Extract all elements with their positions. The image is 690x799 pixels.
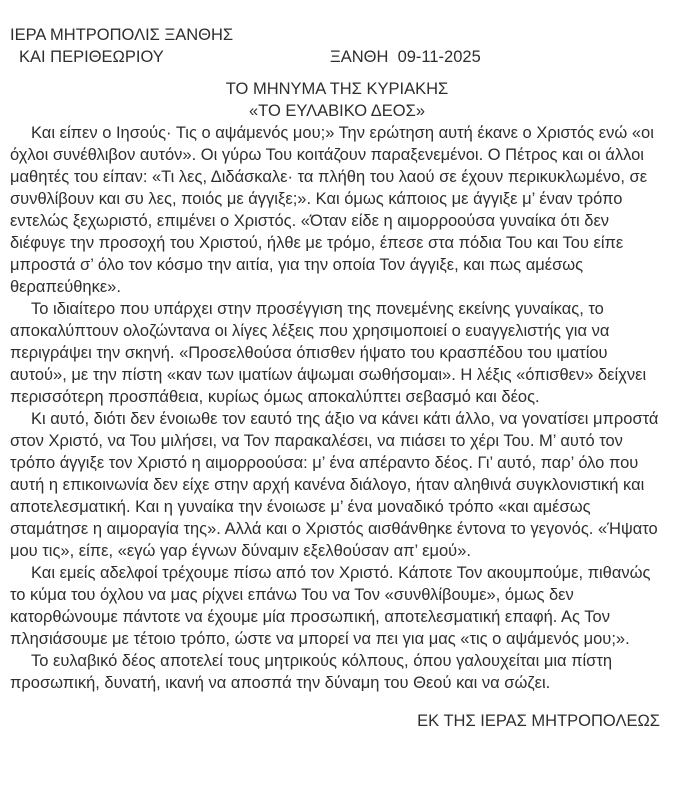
organization-name-line2: ΚΑΙ ΠΕΡΙΘΕΩΡΙΟΥ — [19, 48, 164, 66]
letterhead-row2 — [10, 46, 664, 68]
place-and-date: ΞΑΝΘΗ 09-11-2025 — [330, 48, 481, 66]
document-title: ΤΟ ΜΗΝΥΜΑ ΤΗΣ ΚΥΡΙΑΚΗΣ — [225, 80, 449, 98]
body-paragraph-3: Κι αυτό, διότι δεν ένοιωθε τον εαυτό της άξιο να κάνει κάτι άλλο, να γονατίσει μπροστά στον Χριστό, να Του μιλήσει, να Τον παρακαλέσει, να πιάσει το χέρι Του. Μ’ αυτό τον τρόπο άγγιξε τον Χριστό η αιμορροούσα: μ’ ένα απέραντο δέος. Γι’ αυτό, παρ’ όλο που αυτή η επικοινωνία δεν είχε στην αρχή κανένα διάλογο, ήταν αληθινά συγκλονιστική και αποτελεσματική. Και η γυναίκα την ένοιωσε μ’ ένα μοναδικό τρόπο «και αμέσως σταμάτησε η αιμοραγία της». Αλλά και ο Χριστός αισθάνθηκε έντονα το γεγονός. «Ήψατο μου τις», είπε, «εγώ γαρ έγνων δύναμιν εξελθούσαν απ’ εμού». — [10, 410, 659, 560]
body-paragraph-1: Και είπεν ο Ιησούς· Τις ο αψάμενός μου;» Την ερώτηση αυτή έκανε ο Χριστός ενώ «οι όχλοι συνέθλιβον αυτόν». Οι γύρω Του κοιτάζουν παραξενεμένοι. Ο Πέτρος και οι άλλοι μαθητές του είπαν: «Τι λες, Διδάσκαλε· τα πλήθη του λαού σε έχουν περικυκλωμένο, σε συνθλίβουν και συ λες, ποιός με άγγιξε;». Και όμως κάποιος με άγγιξε μ’ έναν τρόπο εντελώς ξεχωριστό, επιμένει ο Χριστός. «Όταν είδε η αιμορροούσα γυναίκα ότι δεν διέφυγε την προσοχή του Χριστού, ήλθε με τρόμο, έπεσε στα πόδια Του και Του είπε μπροστά σ’ όλο τον κόσμο την αιτία, για την οποία Τον άγγιξε, και πως αμέσως θεραπεύθηκε». — [10, 124, 654, 296]
document-body — [10, 122, 664, 694]
body-paragraph-4: Και εμείς αδελφοί τρέχουμε πίσω από τον Χριστό. Κάποτε Τον ακουμπούμε, πιθανώς το κύμα του όχλου να μας ρίχνει επάνω Του να Τον «συνθλίβουμε», όμως δεν κατορθώνουμε πάντοτε να έχουμε μία προσωπική, αποτελεσματική επαφή. Ας Τον πλησιάσουμε με τέτοιο τρόπο, ώστε να μπορεί να πει για μας «τις ο αψάμενός μου;». — [10, 564, 651, 648]
body-paragraph-2: Το ιδιαίτερο που υπάρχει στην προσέγγιση της πονεμένης εκείνης γυναίκας, το αποκαλύπτουν ολοζώντανα οι λίγες λέξεις που χρησιμοποιεί ο ευαγγελιστής για να περιγράψει την σκηνή. «Προσελθούσα όπισθεν ήψατο του κρασπέδου του ιματίου αυτού», με την πίστη «καν των ιματίων άψωμαι σωθήσομαι». Η λέξις «όπισθεν» δείχνει περισσότερη προσπάθεια, κυρίως όμως αποκαλύπτει σεβασμό και δέος. — [10, 300, 647, 406]
letterhead — [10, 24, 664, 68]
document-subtitle: «ΤΟ ΕΥΛΑΒΙΚΟ ΔΕΟΣ» — [248, 102, 426, 120]
document-titles — [10, 78, 664, 122]
organization-name-line1: ΙΕΡΑ ΜΗΤΡΟΠΟΛΙΣ ΞΑΝΘΗΣ — [10, 26, 234, 44]
signature-line: ΕΚ ΤΗΣ ΙΕΡΑΣ ΜΗΤΡΟΠΟΛΕΩΣ — [417, 712, 660, 730]
body-paragraph-5: Το ευλαβικό δέος αποτελεί τους μητρικούς κόλπους, όπου γαλουχείται μια πίστη προσωπική, δυνατή, ικανή να αποσπά την δύναμη του Θεού και να σώζει. — [10, 652, 613, 692]
